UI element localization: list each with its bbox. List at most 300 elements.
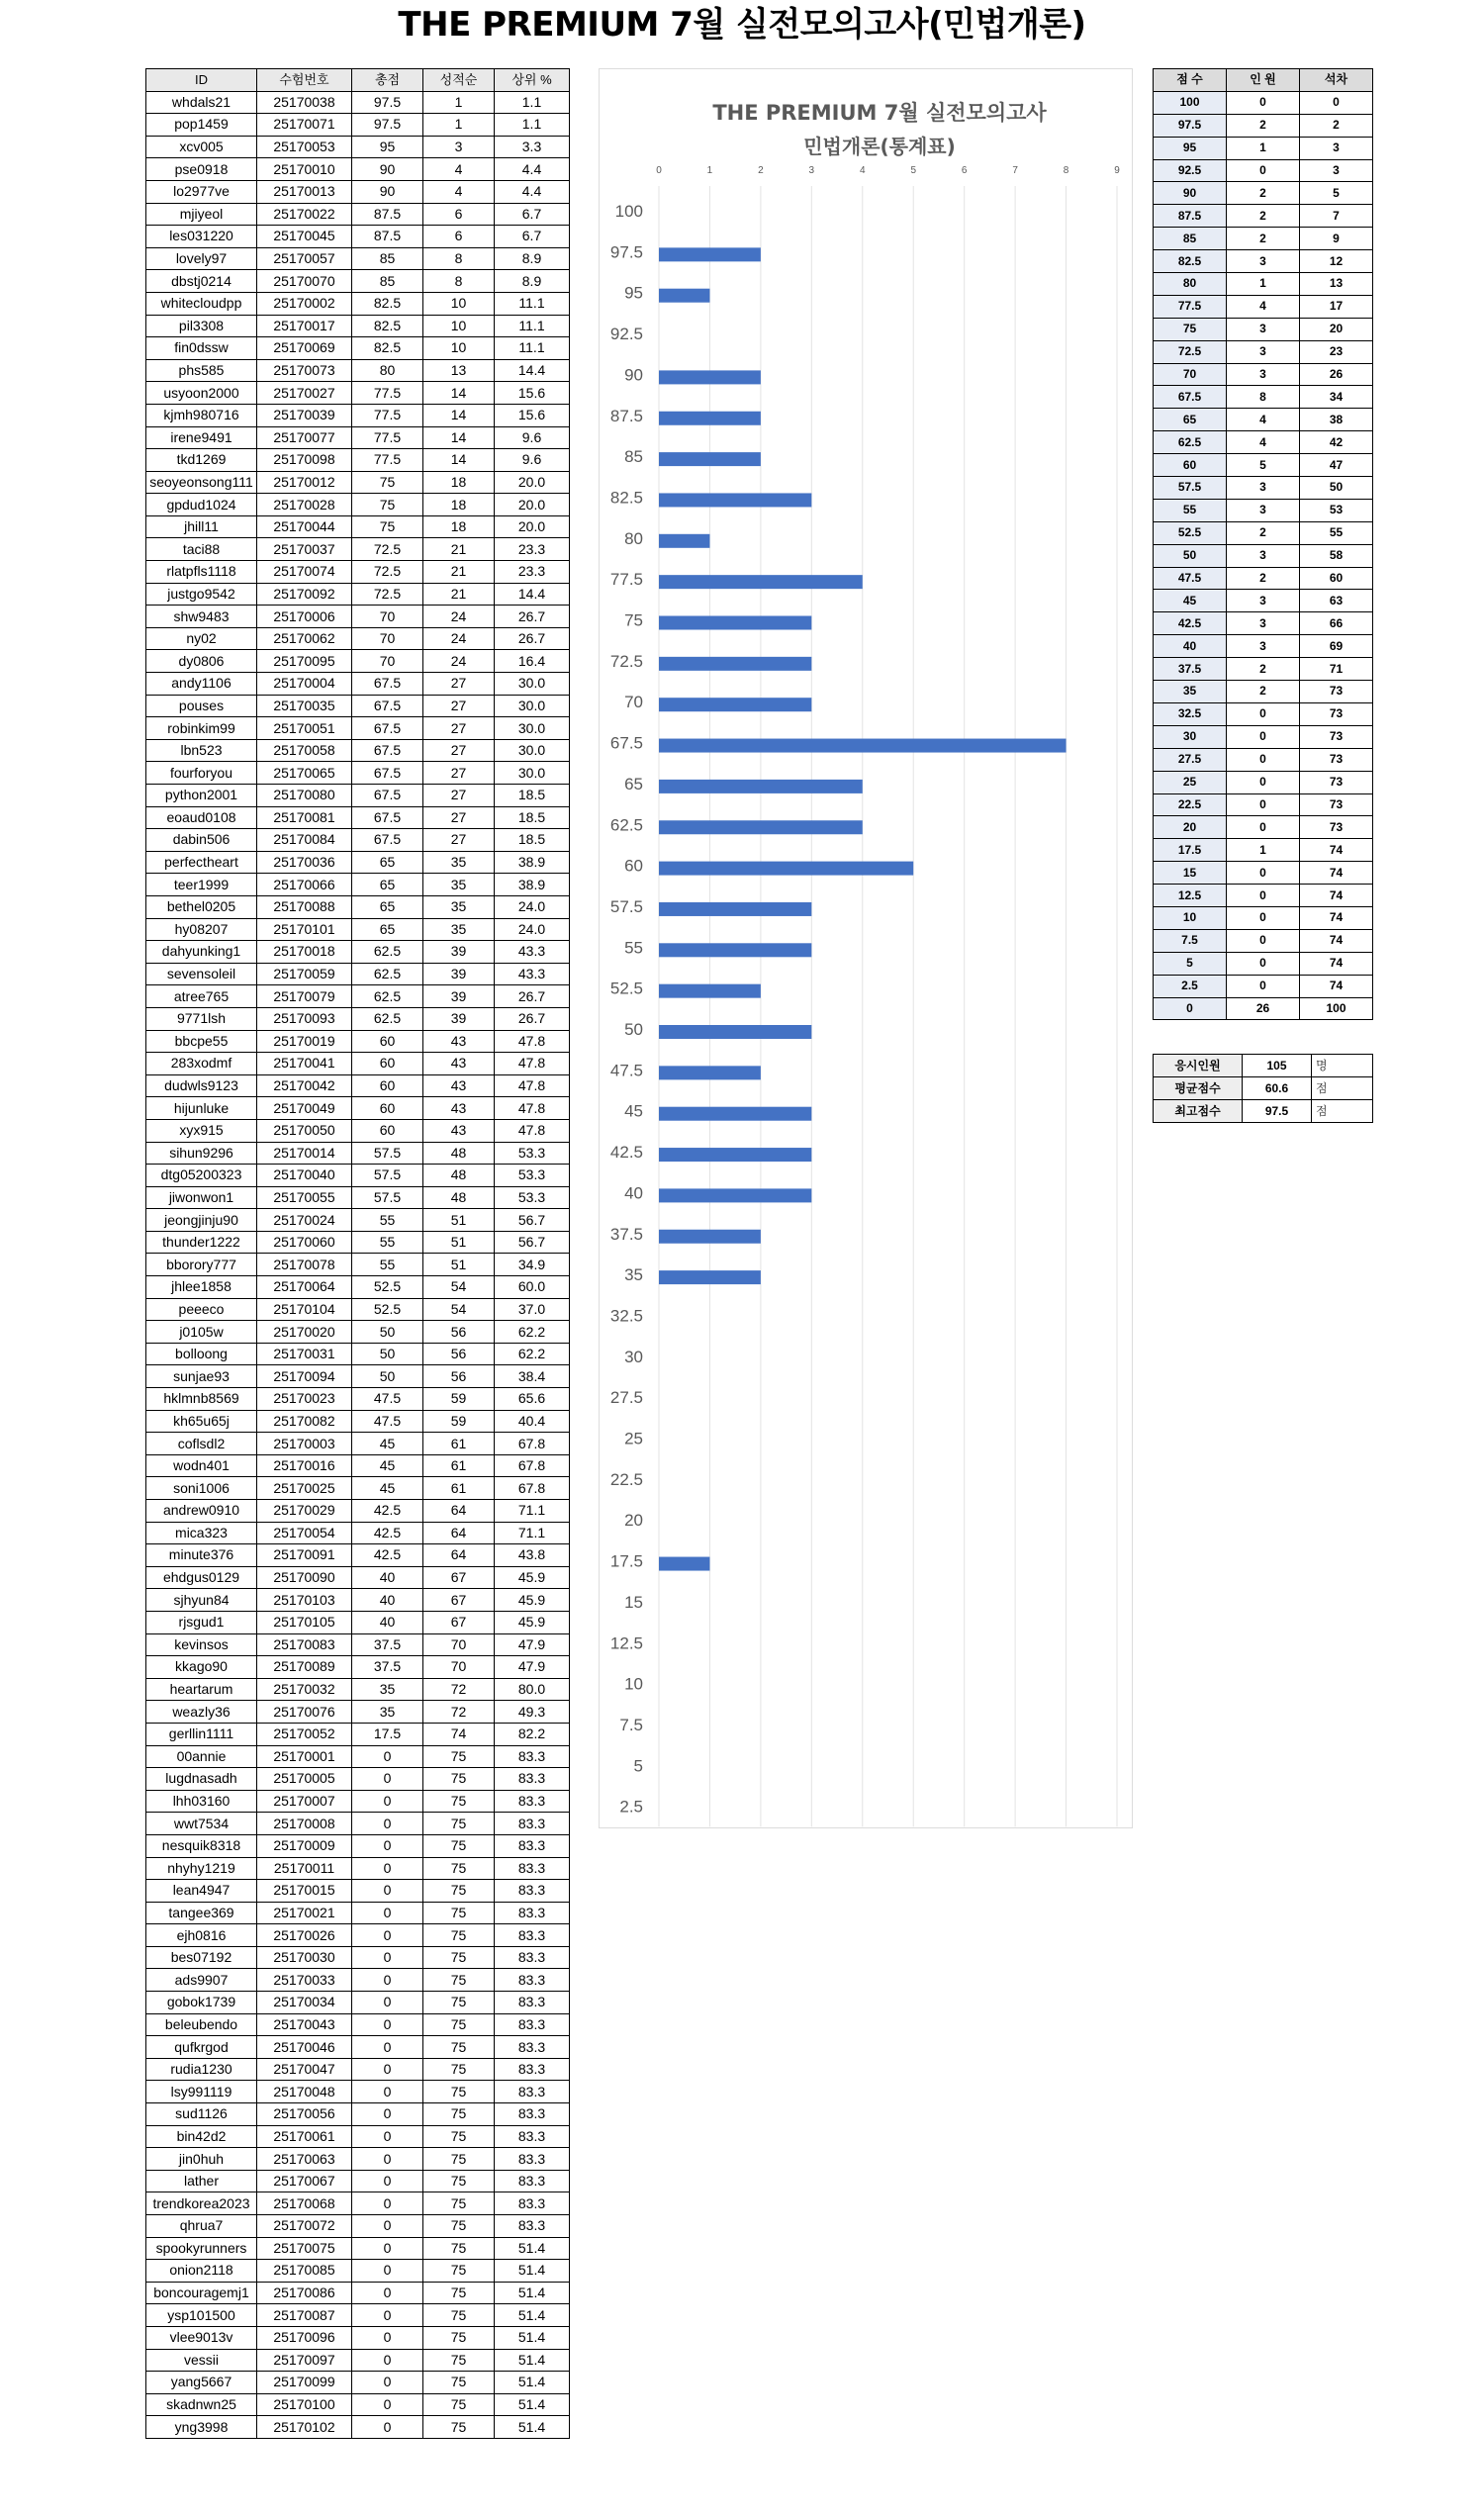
y-tick-label: 15 xyxy=(624,1592,643,1612)
table-cell: 82.5 xyxy=(352,337,423,360)
score-header-cell: 총점 xyxy=(352,69,423,92)
dist-row xyxy=(1154,273,1373,296)
dist-cell: 8 xyxy=(1227,386,1300,409)
table-cell: 75 xyxy=(423,2058,495,2081)
table-cell: 83.3 xyxy=(495,1992,570,2014)
dist-cell: 5 xyxy=(1300,182,1373,205)
table-row xyxy=(146,1924,570,1947)
table-cell: 0 xyxy=(352,2282,423,2304)
table-cell: 77.5 xyxy=(352,382,423,405)
dist-cell: 73 xyxy=(1300,725,1373,748)
table-cell: xcv005 xyxy=(146,136,257,158)
table-cell: 25170064 xyxy=(257,1276,352,1299)
dist-row xyxy=(1154,477,1373,500)
table-cell: rjsgud1 xyxy=(146,1611,257,1633)
table-cell: 8 xyxy=(423,270,495,293)
table-cell: 95 xyxy=(352,136,423,158)
table-cell: 0 xyxy=(352,1857,423,1880)
table-cell: 75 xyxy=(423,2237,495,2260)
table-cell: 0 xyxy=(352,2081,423,2103)
table-cell: 25170060 xyxy=(257,1231,352,1254)
dist-cell: 15 xyxy=(1154,862,1227,885)
table-cell: 83.3 xyxy=(495,1902,570,1924)
table-row xyxy=(146,226,570,248)
table-cell: 27 xyxy=(423,673,495,696)
table-cell: jin0huh xyxy=(146,2148,257,2171)
table-cell: 4 xyxy=(423,158,495,181)
table-cell: 25170090 xyxy=(257,1566,352,1589)
table-cell: pouses xyxy=(146,695,257,717)
table-cell: 14 xyxy=(423,449,495,472)
score-table xyxy=(145,68,570,2439)
y-tick-label: 47.5 xyxy=(609,1061,643,1080)
table-row xyxy=(146,1298,570,1321)
table-cell: 18 xyxy=(423,494,495,516)
table-cell: 25170026 xyxy=(257,1924,352,1947)
table-cell: 67.8 xyxy=(495,1477,570,1500)
score-header-cell: ID xyxy=(146,69,257,92)
table-cell: 25170056 xyxy=(257,2103,352,2126)
table-row xyxy=(146,695,570,717)
table-cell: 9771lsh xyxy=(146,1007,257,1030)
table-cell: 1 xyxy=(423,114,495,137)
table-row xyxy=(146,2372,570,2394)
table-cell: 38.9 xyxy=(495,874,570,896)
table-cell: 83.3 xyxy=(495,2148,570,2171)
y-tick-label: 17.5 xyxy=(609,1551,643,1571)
table-cell: 24 xyxy=(423,606,495,628)
table-cell: eoaud0108 xyxy=(146,806,257,829)
table-row xyxy=(146,180,570,203)
table-cell: 35 xyxy=(352,1678,423,1701)
dist-cell: 0 xyxy=(1227,975,1300,997)
bar xyxy=(659,1107,811,1121)
dist-cell: 47 xyxy=(1300,454,1373,477)
table-cell: 25170006 xyxy=(257,606,352,628)
table-row xyxy=(146,1074,570,1097)
dist-row xyxy=(1154,952,1373,975)
dist-cell: 73 xyxy=(1300,748,1373,771)
table-cell: 25170036 xyxy=(257,851,352,874)
table-cell: 14 xyxy=(423,404,495,426)
table-cell: 6 xyxy=(423,226,495,248)
table-row xyxy=(146,2036,570,2059)
table-cell: 57.5 xyxy=(352,1142,423,1165)
dist-cell: 66 xyxy=(1300,612,1373,635)
table-cell: gpdud1024 xyxy=(146,494,257,516)
table-cell: 25170057 xyxy=(257,247,352,270)
y-tick-label: 87.5 xyxy=(609,406,643,425)
dist-cell: 90 xyxy=(1154,182,1227,205)
table-cell: 8.9 xyxy=(495,270,570,293)
table-cell: 25170034 xyxy=(257,1992,352,2014)
table-cell: 1.1 xyxy=(495,91,570,114)
table-cell: 83.3 xyxy=(495,1813,570,1835)
bar xyxy=(659,616,811,630)
table-cell: 75 xyxy=(352,471,423,494)
table-cell: 75 xyxy=(423,2260,495,2283)
bar xyxy=(659,452,761,466)
table-cell: 42.5 xyxy=(352,1500,423,1523)
table-cell: 37.5 xyxy=(352,1656,423,1679)
dist-cell: 74 xyxy=(1300,929,1373,952)
summary-row xyxy=(1154,1055,1373,1077)
table-row xyxy=(146,606,570,628)
table-cell: whitecloudpp xyxy=(146,292,257,315)
y-tick-label: 70 xyxy=(624,693,643,712)
dist-cell: 3 xyxy=(1227,612,1300,635)
table-cell: 43 xyxy=(423,1074,495,1097)
table-cell: fin0dssw xyxy=(146,337,257,360)
table-cell: 25170076 xyxy=(257,1701,352,1724)
x-tick-label: 1 xyxy=(706,165,713,176)
y-tick-label: 95 xyxy=(624,283,643,303)
table-cell: 25170031 xyxy=(257,1343,352,1365)
table-cell: 0 xyxy=(352,2372,423,2394)
table-cell: 75 xyxy=(352,494,423,516)
y-tick-label: 27.5 xyxy=(609,1388,643,1408)
table-row xyxy=(146,1500,570,1523)
table-cell: 0 xyxy=(352,1834,423,1857)
table-cell: 0 xyxy=(352,2013,423,2036)
dist-cell: 74 xyxy=(1300,952,1373,975)
dist-cell: 47.5 xyxy=(1154,567,1227,590)
table-row xyxy=(146,449,570,472)
table-cell: 0 xyxy=(352,1745,423,1768)
table-row xyxy=(146,337,570,360)
table-cell: 25170045 xyxy=(257,226,352,248)
table-cell: 43.3 xyxy=(495,941,570,964)
summary-table xyxy=(1153,1054,1373,1123)
dist-cell: 12 xyxy=(1300,250,1373,273)
table-cell: 47.8 xyxy=(495,1097,570,1120)
dist-cell: 25 xyxy=(1154,771,1227,793)
table-row xyxy=(146,1969,570,1992)
table-cell: 283xodmf xyxy=(146,1053,257,1075)
table-cell: 25170100 xyxy=(257,2393,352,2416)
distribution-table xyxy=(1153,68,1373,1020)
dist-cell: 26 xyxy=(1300,363,1373,386)
table-cell: 83.3 xyxy=(495,2013,570,2036)
table-cell: 51 xyxy=(423,1209,495,1232)
table-cell: 47.9 xyxy=(495,1656,570,1679)
table-cell: 53.3 xyxy=(495,1142,570,1165)
table-cell: 67 xyxy=(423,1566,495,1589)
table-cell: 35 xyxy=(352,1701,423,1724)
dist-cell: 62.5 xyxy=(1154,431,1227,454)
table-cell: thunder1222 xyxy=(146,1231,257,1254)
x-tick-label: 6 xyxy=(961,165,968,176)
table-row xyxy=(146,1454,570,1477)
summary-label: 응시인원 xyxy=(1154,1055,1243,1077)
bar xyxy=(659,575,863,589)
dist-cell: 2 xyxy=(1227,182,1300,205)
table-cell: 30.0 xyxy=(495,695,570,717)
table-cell: 25170051 xyxy=(257,717,352,740)
dist-cell: 55 xyxy=(1300,521,1373,544)
table-cell: wwt7534 xyxy=(146,1813,257,1835)
table-row xyxy=(146,673,570,696)
table-row xyxy=(146,515,570,538)
y-tick-label: 12.5 xyxy=(609,1633,643,1653)
table-row xyxy=(146,806,570,829)
table-row xyxy=(146,895,570,918)
y-tick-label: 55 xyxy=(624,938,643,958)
table-cell: robinkim99 xyxy=(146,717,257,740)
table-cell: lbn523 xyxy=(146,739,257,762)
summary-label: 평균점수 xyxy=(1154,1077,1243,1100)
dist-cell: 2 xyxy=(1227,567,1300,590)
table-cell: 51.4 xyxy=(495,2304,570,2327)
table-cell: 25170008 xyxy=(257,1813,352,1835)
dist-row xyxy=(1154,885,1373,907)
table-cell: 83.3 xyxy=(495,2192,570,2215)
table-cell: 82.2 xyxy=(495,1723,570,1745)
table-cell: 40 xyxy=(352,1589,423,1612)
table-cell: 35 xyxy=(423,895,495,918)
table-cell: 65 xyxy=(352,874,423,896)
bar xyxy=(659,1188,811,1202)
table-cell: 0 xyxy=(352,2192,423,2215)
dist-row xyxy=(1154,862,1373,885)
table-row xyxy=(146,918,570,941)
dist-cell: 100 xyxy=(1300,997,1373,1020)
table-cell: 18.5 xyxy=(495,785,570,807)
table-row xyxy=(146,2416,570,2439)
table-cell: 75 xyxy=(352,515,423,538)
dist-cell: 95 xyxy=(1154,137,1227,159)
table-cell: 25170012 xyxy=(257,471,352,494)
dist-cell: 0 xyxy=(1227,748,1300,771)
dist-cell: 50 xyxy=(1300,477,1373,500)
bar xyxy=(659,739,1067,753)
table-row xyxy=(146,1030,570,1053)
table-cell: 61 xyxy=(423,1477,495,1500)
table-cell: 75 xyxy=(423,1992,495,2014)
table-cell: 75 xyxy=(423,2304,495,2327)
table-cell: 25170022 xyxy=(257,203,352,226)
table-cell: 11.1 xyxy=(495,292,570,315)
table-row xyxy=(146,1142,570,1165)
table-cell: 0 xyxy=(352,1813,423,1835)
table-cell: 25170019 xyxy=(257,1030,352,1053)
table-cell: 62.2 xyxy=(495,1343,570,1365)
table-row xyxy=(146,1097,570,1120)
table-cell: atree765 xyxy=(146,985,257,1008)
table-cell: 53.3 xyxy=(495,1165,570,1187)
table-cell: 25170085 xyxy=(257,2260,352,2283)
dist-row xyxy=(1154,906,1373,929)
table-row xyxy=(146,2103,570,2126)
dist-cell: 13 xyxy=(1300,273,1373,296)
table-cell: 83.3 xyxy=(495,1924,570,1947)
dist-row xyxy=(1154,658,1373,681)
table-row xyxy=(146,1343,570,1365)
chart-subtitle: 민법개론(통계표) xyxy=(803,135,956,158)
dist-row xyxy=(1154,681,1373,703)
table-cell: 56.7 xyxy=(495,1231,570,1254)
table-cell: 60.0 xyxy=(495,1276,570,1299)
table-cell: 67.5 xyxy=(352,695,423,717)
table-cell: 67.8 xyxy=(495,1433,570,1455)
bar xyxy=(659,1230,761,1244)
table-cell: dy0806 xyxy=(146,650,257,673)
table-cell: 25170028 xyxy=(257,494,352,516)
table-cell: 27 xyxy=(423,739,495,762)
dist-row xyxy=(1154,250,1373,273)
table-row xyxy=(146,1254,570,1276)
dist-cell: 3 xyxy=(1227,544,1300,567)
table-cell: 55 xyxy=(352,1209,423,1232)
table-cell: 25170010 xyxy=(257,158,352,181)
table-cell: shw9483 xyxy=(146,606,257,628)
table-cell: 3.3 xyxy=(495,136,570,158)
table-row xyxy=(146,2058,570,2081)
dist-cell: 3 xyxy=(1300,137,1373,159)
table-cell: 0 xyxy=(352,2260,423,2283)
table-cell: usyoon2000 xyxy=(146,382,257,405)
dist-cell: 37.5 xyxy=(1154,658,1227,681)
table-cell: 40.4 xyxy=(495,1410,570,1433)
dist-cell: 50 xyxy=(1154,544,1227,567)
dist-cell: 73 xyxy=(1300,793,1373,816)
table-cell: 56.7 xyxy=(495,1209,570,1232)
table-row xyxy=(146,1678,570,1701)
dist-row xyxy=(1154,295,1373,318)
table-cell: 52.5 xyxy=(352,1298,423,1321)
table-row xyxy=(146,1880,570,1903)
table-cell: ny02 xyxy=(146,627,257,650)
table-cell: 25170037 xyxy=(257,538,352,561)
dist-cell: 92.5 xyxy=(1154,159,1227,182)
table-cell: 60 xyxy=(352,1053,423,1075)
table-row xyxy=(146,292,570,315)
dist-row xyxy=(1154,182,1373,205)
dist-cell: 100 xyxy=(1154,91,1227,114)
table-cell: 65 xyxy=(352,851,423,874)
dist-row xyxy=(1154,431,1373,454)
y-tick-label: 80 xyxy=(624,528,643,548)
dist-cell: 20 xyxy=(1154,816,1227,839)
bar xyxy=(659,1557,709,1571)
table-cell: 62.5 xyxy=(352,963,423,985)
table-cell: 15.6 xyxy=(495,382,570,405)
table-cell: 82.5 xyxy=(352,292,423,315)
table-cell: 25170062 xyxy=(257,627,352,650)
table-cell: 51.4 xyxy=(495,2282,570,2304)
bar xyxy=(659,1148,811,1162)
dist-cell: 4 xyxy=(1227,295,1300,318)
y-tick-label: 82.5 xyxy=(609,488,643,508)
dist-cell: 85 xyxy=(1154,228,1227,250)
table-cell: wodn401 xyxy=(146,1454,257,1477)
table-row xyxy=(146,203,570,226)
table-cell: 42.5 xyxy=(352,1522,423,1544)
table-cell: 8 xyxy=(423,247,495,270)
table-cell: 37.5 xyxy=(352,1633,423,1656)
table-cell: minute376 xyxy=(146,1544,257,1567)
table-cell: 25170020 xyxy=(257,1321,352,1344)
table-cell: 43 xyxy=(423,1119,495,1142)
dist-cell: 52.5 xyxy=(1154,521,1227,544)
table-row xyxy=(146,2215,570,2238)
x-tick-label: 0 xyxy=(656,165,662,176)
table-cell: 25170044 xyxy=(257,515,352,538)
table-row xyxy=(146,1790,570,1813)
table-cell: 26.7 xyxy=(495,985,570,1008)
table-cell: 25170086 xyxy=(257,2282,352,2304)
table-cell: bin42d2 xyxy=(146,2125,257,2148)
table-row xyxy=(146,1902,570,1924)
table-cell: 24.0 xyxy=(495,895,570,918)
dist-cell: 80 xyxy=(1154,273,1227,296)
table-cell: 18 xyxy=(423,515,495,538)
dist-cell: 0 xyxy=(1227,793,1300,816)
table-cell: 24 xyxy=(423,650,495,673)
table-cell: 56 xyxy=(423,1321,495,1344)
table-cell: 10 xyxy=(423,337,495,360)
table-row xyxy=(146,1007,570,1030)
table-cell: 64 xyxy=(423,1544,495,1567)
score-header-cell: 수험번호 xyxy=(257,69,352,92)
summary-unit: 점 xyxy=(1312,1077,1373,1100)
table-cell: 25170073 xyxy=(257,359,352,382)
table-row xyxy=(146,2081,570,2103)
bar xyxy=(659,943,811,957)
y-tick-label: 42.5 xyxy=(609,1143,643,1163)
table-cell: 74 xyxy=(423,1723,495,1745)
dist-row xyxy=(1154,771,1373,793)
table-cell: 25170089 xyxy=(257,1656,352,1679)
table-cell: 25170068 xyxy=(257,2192,352,2215)
dist-row xyxy=(1154,228,1373,250)
table-cell: 75 xyxy=(423,2215,495,2238)
table-cell: 75 xyxy=(423,2081,495,2103)
table-cell: 62.5 xyxy=(352,1007,423,1030)
table-cell: 0 xyxy=(352,1790,423,1813)
table-cell: 8.9 xyxy=(495,247,570,270)
dist-cell: 1 xyxy=(1227,839,1300,862)
dist-row xyxy=(1154,544,1373,567)
table-cell: 25170041 xyxy=(257,1053,352,1075)
table-cell: 21 xyxy=(423,583,495,606)
table-cell: 25170042 xyxy=(257,1074,352,1097)
table-cell: 34.9 xyxy=(495,1254,570,1276)
table-cell: skadnwn25 xyxy=(146,2393,257,2416)
table-cell: 51.4 xyxy=(495,2326,570,2349)
table-cell: 27 xyxy=(423,806,495,829)
table-cell: 0 xyxy=(352,2148,423,2171)
distribution-table-body xyxy=(1154,91,1373,1020)
table-cell: 0 xyxy=(352,1924,423,1947)
table-cell: 16.4 xyxy=(495,650,570,673)
table-cell: 25170067 xyxy=(257,2170,352,2192)
table-cell: hy08207 xyxy=(146,918,257,941)
dist-cell: 0 xyxy=(1227,885,1300,907)
table-cell: 25170040 xyxy=(257,1165,352,1187)
table-cell: 75 xyxy=(423,2416,495,2439)
table-cell: yng3998 xyxy=(146,2416,257,2439)
table-cell: 51.4 xyxy=(495,2260,570,2283)
table-cell: 25170016 xyxy=(257,1454,352,1477)
dist-cell: 55 xyxy=(1154,499,1227,521)
dist-cell: 3 xyxy=(1227,499,1300,521)
table-cell: 75 xyxy=(423,2170,495,2192)
table-row xyxy=(146,2393,570,2416)
dist-cell: 60 xyxy=(1300,567,1373,590)
bar xyxy=(659,247,761,261)
table-row xyxy=(146,762,570,785)
